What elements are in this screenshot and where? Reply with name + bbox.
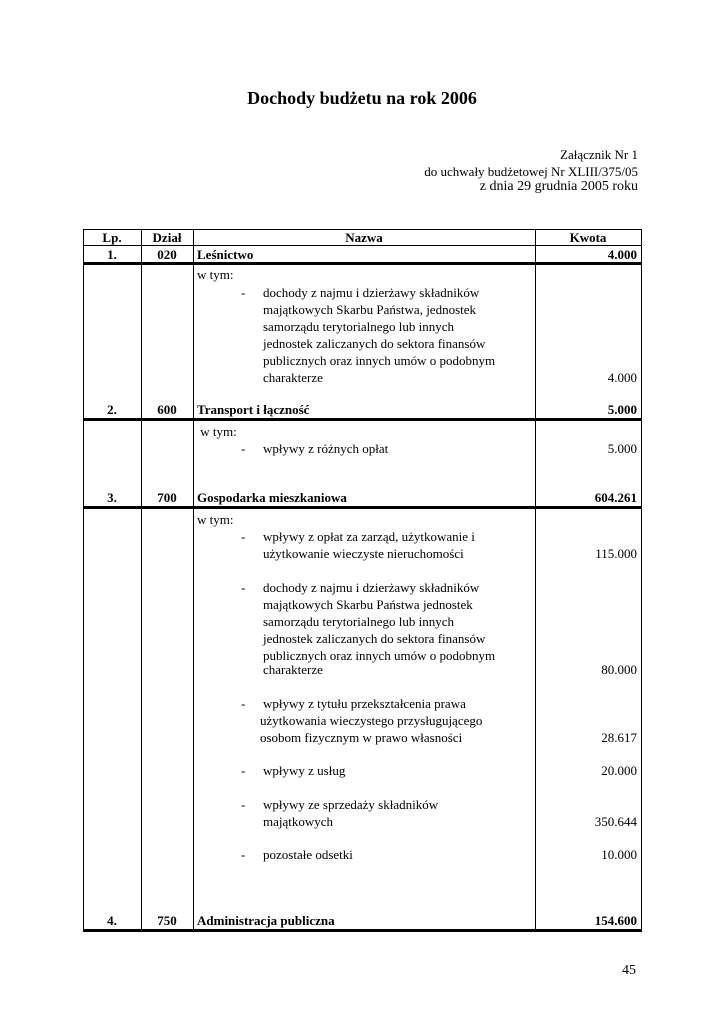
item-line: majątkowych Skarbu Państwa, jednostek: [263, 302, 477, 317]
item-dash: -: [241, 580, 246, 595]
header-nazwa: Nazwa: [345, 230, 383, 245]
revenue-table: [83, 229, 642, 932]
item-line: publicznych oraz innych umów o podobnym: [263, 353, 496, 368]
row-nazwa: Transport i łączność: [197, 402, 310, 417]
row-divider-thick: [83, 418, 642, 421]
item-amount: 28.617: [601, 730, 637, 745]
row-kwota: 154.600: [594, 913, 637, 928]
table-border-right: [641, 229, 642, 932]
header-lp: Lp.: [102, 230, 122, 245]
page-number: 45: [622, 963, 636, 978]
header-dzial: Dział: [152, 230, 182, 245]
column-divider: [193, 229, 194, 932]
row-kwota: 604.261: [594, 490, 637, 505]
row-lp: 4.: [107, 913, 117, 928]
item-line: wpływy z usług: [263, 763, 346, 778]
w-tym-label: w tym:: [197, 512, 234, 527]
row-dzial: 020: [157, 247, 177, 262]
row-nazwa: Leśnictwo: [197, 247, 254, 262]
item-amount: 4.000: [607, 370, 637, 385]
item-line: wpływy z różnych opłat: [263, 441, 389, 456]
item-dash: -: [241, 441, 246, 456]
item-line: osobom fizycznym w prawo własności: [260, 730, 463, 745]
item-line: charakterze: [263, 662, 323, 677]
item-amount: 350.644: [594, 814, 637, 829]
row-lp: 2.: [107, 402, 117, 417]
row-lp: 3.: [107, 490, 117, 505]
header-kwota: Kwota: [569, 230, 607, 245]
item-line: dochody z najmu i dzierżawy składników: [263, 580, 480, 595]
item-line: publicznych oraz innych umów o podobnym: [263, 648, 496, 663]
row-kwota: 5.000: [607, 402, 637, 417]
row-nazwa: Gospodarka mieszkaniowa: [197, 490, 347, 505]
table-border-bottom: [83, 929, 642, 932]
row-divider-thick: [83, 506, 642, 509]
w-tym-label: w tym:: [197, 267, 234, 282]
item-line: jednostek zaliczanych do sektora finansów: [263, 336, 486, 351]
item-dash: -: [241, 763, 246, 778]
annex-number: Załącznik Nr 1: [560, 147, 638, 162]
item-line: samorządu terytorialnego lub innych: [263, 319, 454, 334]
item-line: użytkowania wieczystego przysługującego: [260, 713, 483, 728]
item-amount: 5.000: [607, 441, 637, 456]
item-line: użytkowanie wieczyste nieruchomości: [263, 546, 464, 561]
item-dash: -: [241, 797, 246, 812]
item-line: dochody z najmu i dzierżawy składników: [263, 285, 480, 300]
item-line: pozostałe odsetki: [263, 847, 353, 862]
row-kwota: 4.000: [607, 247, 637, 262]
row-dzial: 600: [157, 402, 177, 417]
item-amount: 115.000: [595, 546, 637, 561]
item-dash: -: [241, 696, 246, 711]
item-line: wpływy ze sprzedaży składników: [263, 797, 439, 812]
item-amount: 20.000: [601, 763, 637, 778]
item-dash: -: [241, 285, 246, 300]
annex-date: z dnia 29 grudnia 2005 roku: [479, 179, 638, 194]
item-amount: 80.000: [601, 662, 637, 677]
row-nazwa: Administracja publiczna: [197, 913, 335, 928]
w-tym-label: w tym:: [197, 424, 237, 439]
row-dzial: 700: [157, 490, 177, 505]
item-line: charakterze: [263, 370, 323, 385]
annex-resolution: do uchwały budżetowej Nr XLIII/375/05: [424, 164, 638, 179]
item-line: wpływy z tytułu przekształcenia prawa: [263, 696, 466, 711]
item-dash: -: [241, 847, 246, 862]
item-line: jednostek zaliczanych do sektora finansów: [263, 631, 486, 646]
item-line: wpływy z opłat za zarząd, użytkowanie i: [263, 529, 475, 544]
item-dash: -: [241, 529, 246, 544]
item-line: samorządu terytorialnego lub innych: [263, 614, 454, 629]
page-title: Dochody budżetu na rok 2006: [247, 88, 477, 108]
column-divider: [141, 229, 142, 932]
item-line: majątkowych Skarbu Państwa jednostek: [263, 597, 473, 612]
row-dzial: 750: [157, 913, 177, 928]
item-amount: 10.000: [601, 847, 637, 862]
table-border-left: [83, 229, 84, 932]
item-line: majątkowych: [263, 814, 334, 829]
row-lp: 1.: [107, 247, 117, 262]
